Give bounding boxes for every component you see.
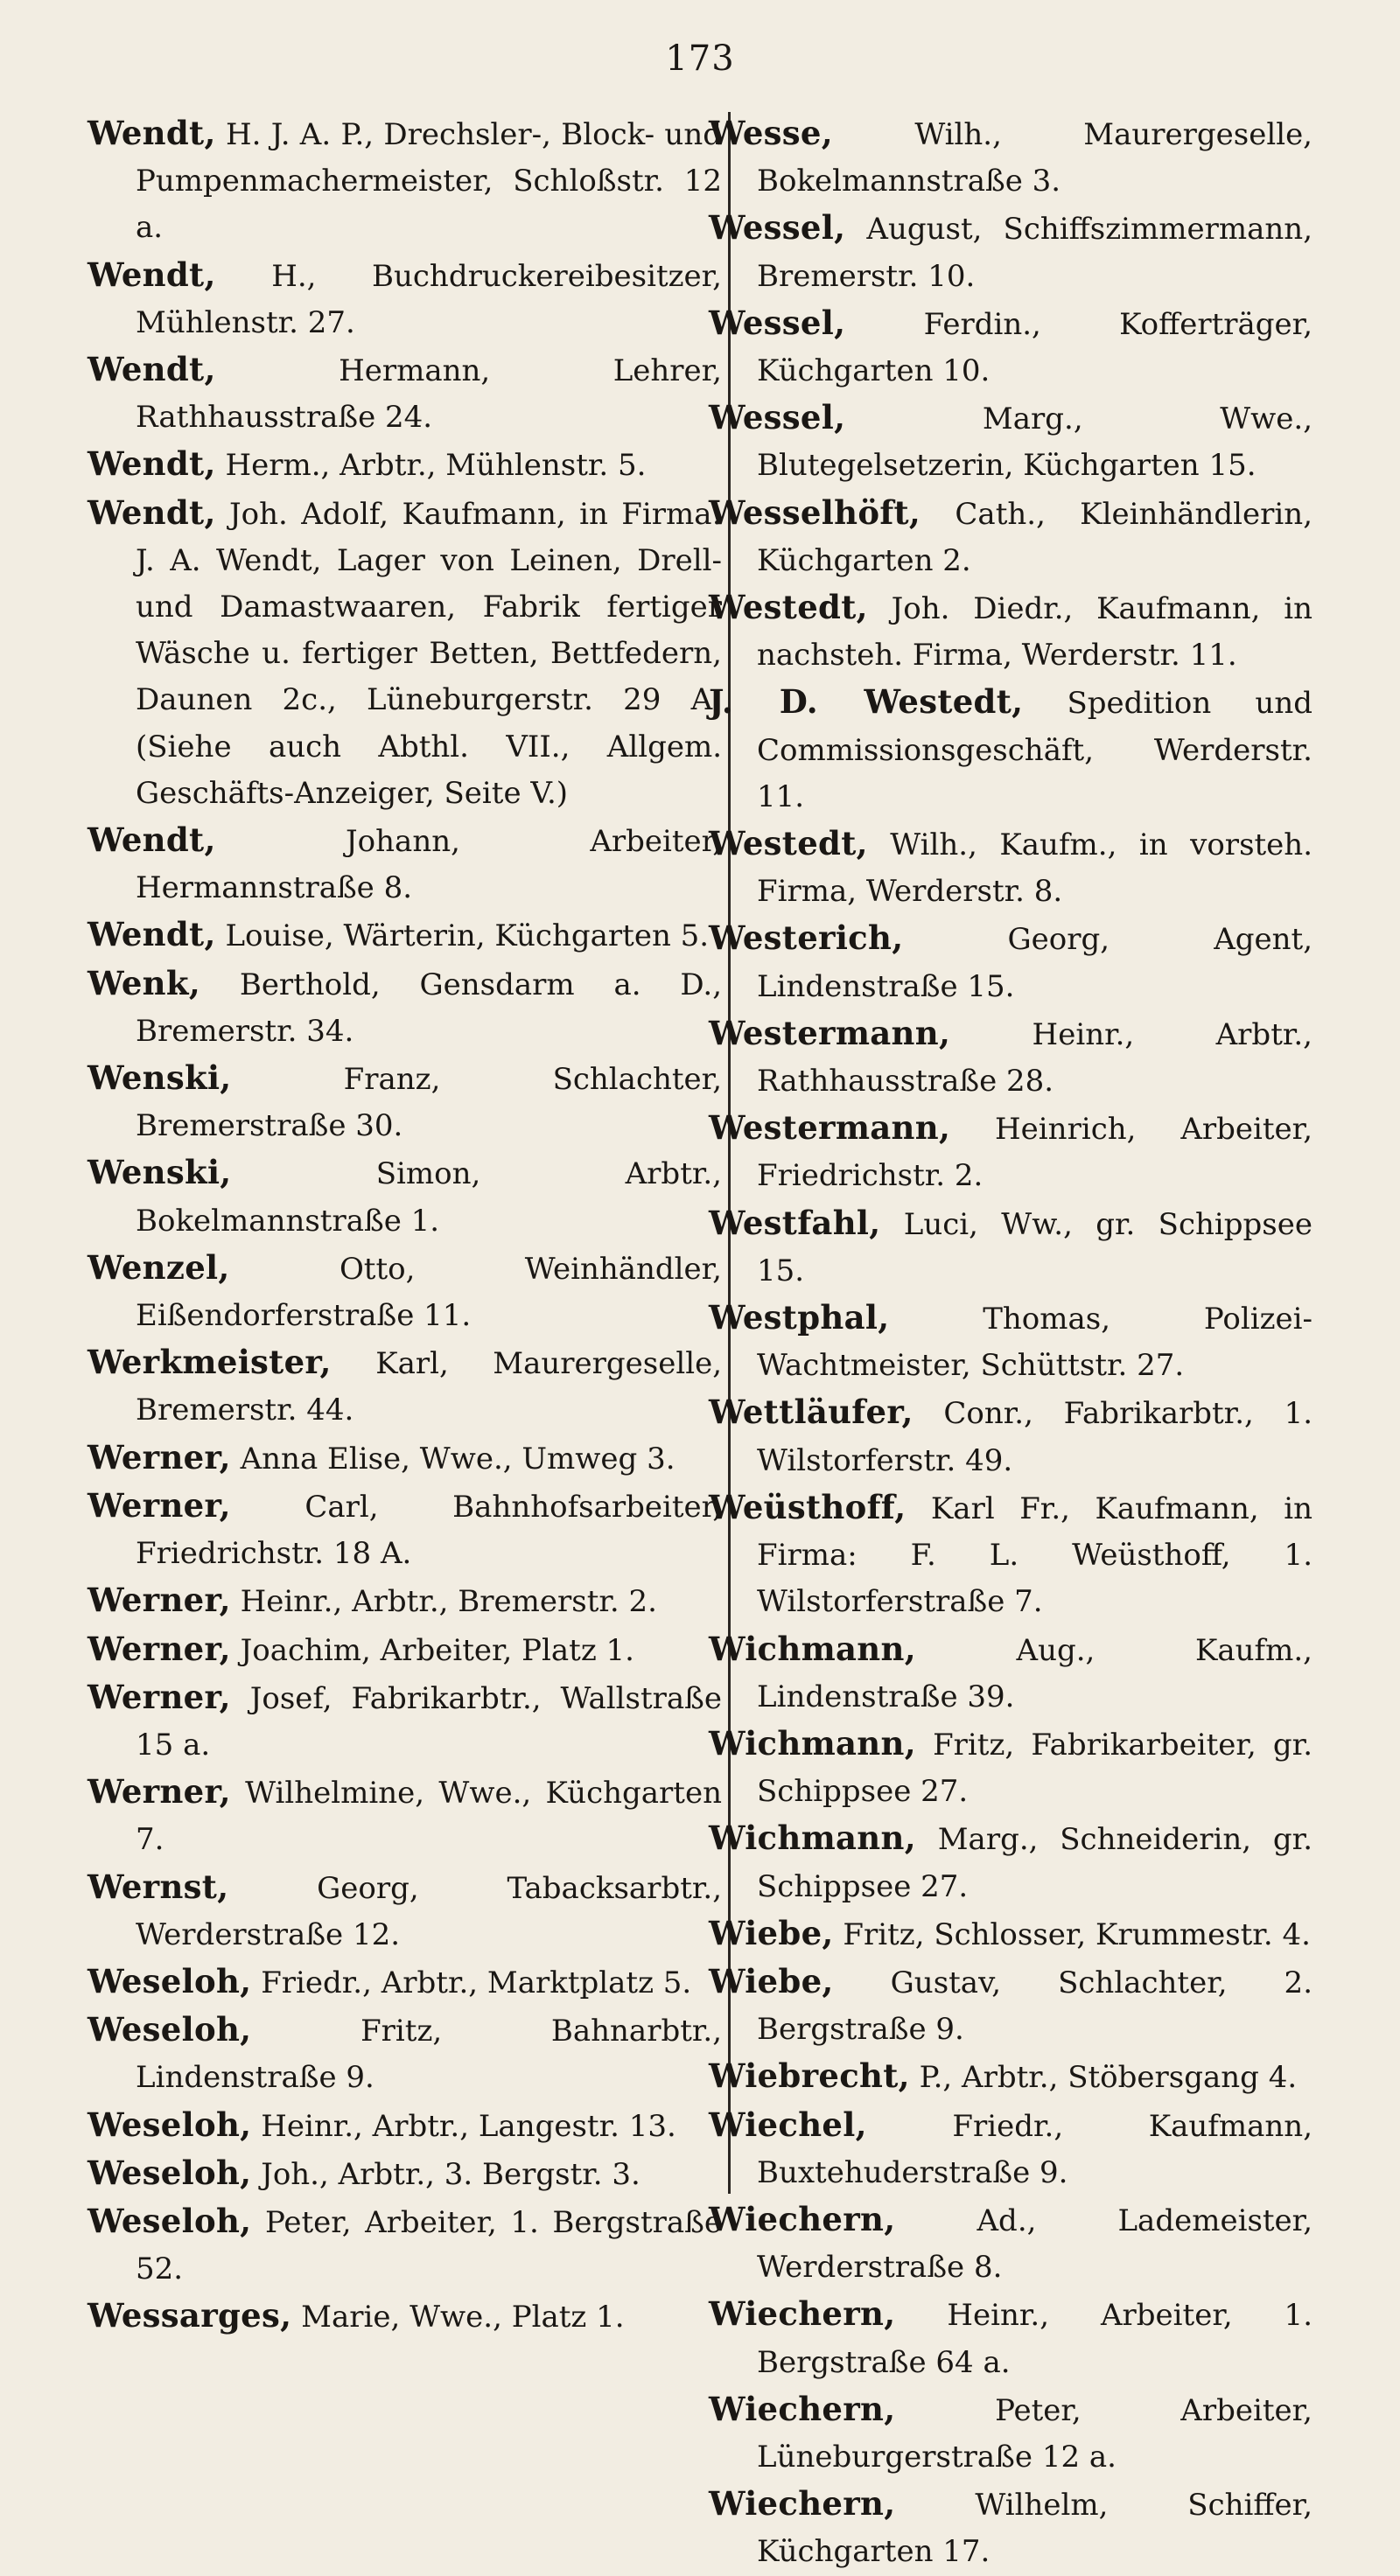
entry-name: Westedt, (709, 824, 868, 863)
entry-details: Joachim, Arbeiter, Platz 1. (240, 1632, 634, 1668)
directory-entry (709, 679, 1312, 820)
entry-name: Werkmeister, (88, 1343, 332, 1382)
directory-entry (709, 1958, 1312, 2053)
entry-name: Weseloh, (88, 2153, 252, 2192)
directory-entry (88, 1769, 722, 1863)
entry-name: Wiechel, (709, 2105, 867, 2144)
entry-name: Wendt, (88, 915, 216, 954)
directory-entry (88, 1626, 722, 1674)
entry-name: Westphal, (709, 1298, 890, 1337)
entry-details: Friedr., Kaufmann, Buxtehuderstraße 9. (757, 2108, 1312, 2190)
entry-details: Fritz, Schlosser, Krummestr. 4. (843, 1916, 1311, 1952)
left-column (88, 110, 723, 2335)
entry-name: Wendt, (88, 350, 216, 389)
entry-details: P., Arbtr., Stöbersgang 4. (919, 2060, 1298, 2096)
directory-entry (709, 300, 1312, 394)
entry-name: Wendt, (88, 255, 216, 294)
entry-details: Wilh., Maurergeselle, Bokelmannstraße 3. (757, 117, 1312, 199)
directory-entry (88, 2198, 722, 2293)
directory-entry (709, 1721, 1312, 1815)
entry-details: Berthold, Gensdarm a. D., Bremerstr. 34. (136, 967, 723, 1049)
directory-entry (88, 1483, 722, 1577)
entry-name: Werner, (88, 1772, 231, 1812)
entry-details: Wilh., Kaufm., in vorsteh. Firma, Werderstr. 8. (757, 827, 1312, 910)
entry-name: Wichmann, (709, 1629, 916, 1668)
directory-entry (709, 1626, 1312, 1721)
entry-name: Weseloh, (88, 2010, 252, 2049)
entry-details: Georg, Agent, Lindenstraße 15. (757, 922, 1312, 1004)
directory-entry (88, 441, 722, 489)
entry-name: Weüsthoff, (709, 1487, 906, 1526)
right-column (709, 110, 1313, 2570)
entry-details: August, Schiffszimmermann, Bremerstr. 10. (757, 212, 1312, 294)
entry-details: Johann, Arbeiter, Hermannstraße 8. (136, 824, 723, 906)
entry-details: Marie, Wwe., Platz 1. (301, 2300, 625, 2335)
entry-details: Ad., Lademeister, Werderstraße 8. (757, 2203, 1312, 2286)
directory-entry (709, 1389, 1312, 1483)
directory-entry (709, 490, 1312, 584)
directory-entry (88, 2150, 722, 2198)
directory-entry (709, 1200, 1312, 1295)
entry-details: Joh. Diedr., Kaufmann, in nachsteh. Firma, Werderstr. 11. (757, 591, 1312, 674)
directory-entry (709, 2102, 1312, 2196)
directory-entry (709, 2196, 1312, 2291)
entry-details: H. J. A. P., Drechsler-, Block- und Pumpenmachermeister, Schloßstr. 12 a. (136, 117, 722, 246)
entry-details: Georg, Tabacksarbtr., Werderstraße 12. (136, 1870, 722, 1952)
directory-entry (88, 1055, 722, 1149)
entry-details: Cath., Kleinhändlerin, Küchgarten 2. (757, 496, 1313, 578)
entry-name: Westedt, (709, 588, 868, 627)
entry-details: Josef, Fabrikarbtr., Wallstraße 15 a. (136, 1680, 722, 1763)
entry-name: Wesselhöft, (709, 492, 921, 532)
entry-details: Marg., Wwe., Blutegelsetzerin, Küchgarten 15. (757, 401, 1313, 484)
entry-details: Simon, Arbtr., Bokelmannstraße 1. (136, 1156, 722, 1239)
directory-entry (709, 915, 1312, 1009)
entry-name: Westermann, (709, 1013, 951, 1052)
entry-name: Westermann, (709, 1108, 951, 1148)
directory-entry (709, 1484, 1312, 1626)
entry-name: Wesse, (709, 114, 833, 152)
entry-name: Wessarges, (88, 2296, 292, 2335)
entry-name: Werner, (88, 1437, 231, 1476)
entry-name: Westerich, (709, 918, 904, 958)
directory-entry (709, 820, 1312, 915)
entry-details: Wilhelmine, Wwe., Küchgarten 7. (136, 1776, 722, 1858)
directory-entry (88, 1958, 722, 2007)
entry-name: Wendt, (88, 114, 216, 152)
entry-details: Luci, Ww., gr. Schippsee 15. (757, 1206, 1312, 1288)
entry-name: Weseloh, (88, 1961, 252, 2000)
entry-details: Peter, Arbeiter, 1. Bergstraße 52. (136, 2204, 722, 2287)
entry-details: Conr., Fabrikarbtr., 1. Wilstorferstr. 49. (757, 1396, 1313, 1478)
entry-details: Louise, Wärterin, Küchgarten 5. (225, 918, 710, 954)
entry-details: Joh., Arbtr., 3. Bergstr. 3. (261, 2156, 640, 2192)
directory-entry (88, 911, 722, 960)
directory-entry (88, 960, 722, 1055)
directory-entry (88, 1864, 722, 1958)
entry-details: Fritz, Fabrikarbeiter, gr. Schippsee 27. (757, 1727, 1312, 1810)
entry-details: Heinr., Arbtr., Rathhausstraße 28. (757, 1016, 1312, 1100)
directory-entry (709, 394, 1312, 489)
entry-name: Wenski, (88, 1058, 232, 1098)
entry-name: Wiebe, (709, 1913, 834, 1952)
directory-entry (709, 1295, 1312, 1389)
directory-entry (709, 2053, 1312, 2101)
entry-details: Herm., Arbtr., Mühlenstr. 5. (225, 448, 647, 484)
entry-details: Spedition und Commissionsgeschäft, Werderstr. 11. (757, 686, 1312, 814)
entry-name: Wenzel, (88, 1247, 230, 1287)
entry-name: Wiechern, (709, 2199, 896, 2238)
entry-name: Wernst, (88, 1867, 229, 1906)
entry-name: Wessel, (709, 303, 846, 342)
entry-name: Wenski, (88, 1153, 232, 1192)
entry-name: Wessel, (709, 398, 846, 437)
entry-details: Thomas, Polizei-Wachtmeister, Schüttstr. 27. (757, 1302, 1312, 1384)
entry-details: Anna Elise, Wwe., Umweg 3. (240, 1441, 676, 1476)
entry-details: Heinr., Arbtr., Langestr. 13. (261, 2108, 676, 2144)
directory-entry (709, 584, 1312, 679)
directory-entry (709, 1105, 1312, 1199)
entry-name: Wichmann, (709, 1819, 916, 1858)
directory-entry (88, 1577, 722, 1625)
directory-entry (709, 205, 1312, 299)
entry-details: Joh. Adolf, Kaufmann, in Firma: J. A. Wendt, Lager von Leinen, Drell- und Damastwaaren, Fabrik fertiger Wäsche u. fertiger Betten, Bettfedern, Daunen 2c., Lüneburgerstr. 29 A. (Siehe auch Abthl. VII., Allgem. Geschäfts-Anzeiger, Seite V.) (136, 496, 722, 811)
entry-name: Werner, (88, 1629, 231, 1668)
directory-entry (88, 346, 722, 441)
entry-details: H., Buchdruckereibesitzer, Mühlenstr. 27. (136, 258, 722, 340)
directory-entry (709, 2291, 1312, 2385)
directory-entry (709, 110, 1312, 205)
entry-name: Wettläufer, (709, 1393, 914, 1432)
directory-entry (88, 2007, 722, 2101)
entry-name: Wendt, (88, 820, 216, 860)
directory-entry (88, 1149, 722, 1244)
entry-name: Wenk, (88, 963, 200, 1002)
directory-entry (88, 490, 722, 817)
entry-details: Heinr., Arbeiter, 1. Bergstraße 64 a. (757, 2298, 1312, 2380)
entry-name: Wendt, (88, 492, 216, 532)
page-number: 173 (665, 38, 735, 79)
directory-entry (709, 1010, 1312, 1105)
entry-details: Gustav, Schlachter, 2. Bergstraße 9. (757, 1965, 1312, 2048)
directory-entry (709, 2481, 1312, 2575)
entry-details: Heinr., Arbtr., Bremerstr. 2. (240, 1584, 657, 1620)
entry-name: Wessel, (709, 208, 846, 248)
directory-entry (88, 1674, 722, 1769)
entry-details: Karl, Maurergeselle, Bremerstr. 44. (136, 1346, 723, 1428)
entry-name: J. D. Westedt, (709, 682, 1024, 722)
entry-name: Wiechern, (709, 2484, 896, 2524)
entry-name: Werner, (88, 1677, 231, 1716)
directory-entry (88, 1245, 722, 1339)
directory-entry (88, 817, 722, 911)
directory-entry (88, 252, 722, 346)
directory-entry (88, 1339, 722, 1434)
directory-entry (88, 2293, 722, 2341)
directory-entry (88, 1435, 722, 1483)
entry-details: Friedr., Arbtr., Marktplatz 5. (261, 1965, 692, 2000)
entry-details: Ferdin., Kofferträger, Küchgarten 10. (757, 306, 1312, 389)
entry-details: Fritz, Bahnarbtr., Lindenstraße 9. (136, 2014, 723, 2096)
entry-name: Wichmann, (709, 1723, 916, 1763)
entry-details: Franz, Schlachter, Bremerstraße 30. (136, 1062, 723, 1144)
directory-entry (88, 110, 722, 252)
entry-details: Aug., Kaufm., Lindenstraße 39. (757, 1632, 1312, 1714)
directory-entry (709, 1910, 1312, 1958)
entry-details: Otto, Weinhändler, Eißendorferstraße 11. (136, 1251, 722, 1334)
entry-details: Peter, Arbeiter, Lüneburgerstraße 12 a. (757, 2392, 1312, 2475)
entry-name: Westfahl, (709, 1203, 881, 1242)
entry-name: Wiebrecht, (709, 2056, 910, 2096)
entry-name: Wiechern, (709, 2294, 896, 2334)
entry-name: Weseloh, (88, 2105, 252, 2144)
directory-entry (709, 1815, 1312, 1909)
entry-name: Wiechern, (709, 2389, 896, 2428)
entry-details: Karl Fr., Kaufmann, in Firma: F. L. Weüsthoff, 1. Wilstorferstraße 7. (757, 1490, 1312, 1620)
entry-details: Marg., Schneiderin, gr. Schippsee 27. (757, 1822, 1313, 1904)
entry-name: Wiebe, (709, 1961, 834, 2000)
entry-name: Werner, (88, 1581, 231, 1620)
entry-details: Carl, Bahnhofsarbeiter, Friedrichstr. 18 A. (136, 1489, 723, 1572)
entry-details: Wilhelm, Schiffer, Küchgarten 17. (757, 2488, 1312, 2570)
entry-details: Hermann, Lehrer, Rathhausstraße 24. (136, 353, 722, 436)
entry-name: Wendt, (88, 444, 216, 484)
entry-name: Werner, (88, 1485, 231, 1525)
directory-entry (709, 2386, 1312, 2481)
entry-name: Weseloh, (88, 2201, 252, 2240)
entry-details: Heinrich, Arbeiter, Friedrichstr. 2. (757, 1112, 1313, 1194)
directory-entry (88, 2102, 722, 2150)
